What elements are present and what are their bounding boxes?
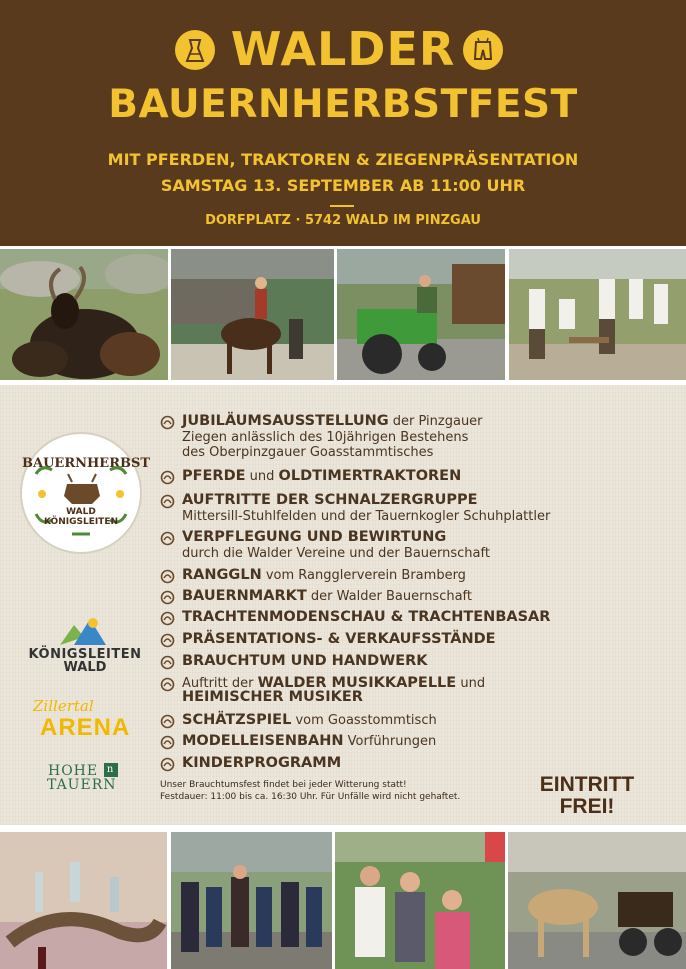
event-date: SAMSTAG 13. SEPTEMBER AB 11:00 UHR — [160, 176, 526, 195]
program-item-title: BAUERNMARKT — [182, 588, 307, 604]
zillertal-logo-script: Zillertal — [33, 697, 94, 715]
event-location: DORFPLATZ · 5742 WALD IM PINZGAU — [205, 213, 481, 228]
pretzel-icon — [160, 611, 175, 626]
program-item-title: PRÄSENTATIONS- & VERKAUFSSTÄNDE — [182, 631, 496, 647]
horse-rider-photo — [171, 249, 334, 380]
woodcraft-photo — [0, 832, 167, 969]
program-item-text: und — [245, 469, 279, 484]
program-item-text: der Pinzgauer — [388, 414, 483, 429]
zillertal-logo-arena: ARENA — [40, 714, 131, 741]
bauernherbst-logo — [20, 432, 151, 554]
event-title-line1: WALDER — [230, 22, 456, 76]
hohe-tauern-logo-line2: TAUERN — [47, 777, 117, 793]
pretzel-icon — [160, 494, 175, 509]
people-photo — [335, 832, 505, 969]
header-divider — [330, 205, 354, 207]
pretzel-icon — [160, 470, 175, 485]
pretzel-icon — [160, 677, 175, 692]
pretzel-icon — [160, 633, 175, 648]
program-item-text: vom Goasstommtisch — [291, 713, 437, 728]
program-item-title: AUFTRITTE DER SCHNALZERGRUPPE — [182, 492, 478, 508]
pretzel-icon — [160, 590, 175, 605]
pretzel-icon — [160, 757, 175, 772]
program-item-title: MODELLEISENBAHN — [182, 733, 344, 749]
goats-photo — [0, 249, 168, 380]
program-item-title: TRACHTENMODENSCHAU & TRACHTENBASAR — [182, 609, 551, 625]
bauernherbst-logo-text: BAUERNHERBST — [22, 456, 151, 471]
koenigsleiten-logo-line2: WALD — [63, 660, 107, 675]
tractor-photo — [337, 249, 505, 380]
horse-carriage-photo — [508, 832, 686, 969]
hohe-tauern-hohe: HOHE — [48, 763, 99, 779]
pretzel-icon — [160, 714, 175, 729]
program-item-title: BRAUCHTUM UND HANDWERK — [182, 653, 428, 669]
admission-line2: FREI! — [559, 795, 615, 818]
bauernherbst-logo-wald: WALD — [66, 507, 96, 517]
bauernherbst-logo-koenigsleiten: KÖNIGSLEITEN — [43, 517, 119, 527]
header-banner — [0, 0, 686, 246]
duration-note: Festdauer: 11:00 bis ca. 16:30 Uhr. Für Unfälle wird nicht gehaftet. — [160, 792, 461, 802]
program-item-title: RANGGLN — [182, 567, 262, 583]
program-item-title: SCHÄTZSPIEL — [182, 712, 292, 728]
koenigsleiten-logo-line1: KÖNIGSLEITEN — [28, 647, 142, 662]
program-item-text2: und — [456, 676, 486, 691]
program-item-text: vom Rangglerverein Bramberg — [261, 568, 466, 583]
event-subtitle: MIT PFERDEN, TRAKTOREN & ZIEGENPRÄSENTATION — [107, 150, 579, 169]
program-item-line3: des Oberpinzgauer Goasstammtisches — [182, 445, 434, 460]
program-item-title: PFERDE — [182, 468, 246, 484]
goat-icon — [22, 434, 151, 552]
event-title-line2: BAUERNHERBSTFEST — [108, 82, 578, 127]
band-photo — [171, 832, 332, 969]
program-item-text: Vorführungen — [343, 734, 437, 749]
program-item-line2: durch die Walder Vereine und der Bauernschaft — [182, 546, 490, 561]
pretzel-icon — [160, 531, 175, 546]
program-item-title: VERPFLEGUNG UND BEWIRTUNG — [182, 529, 447, 545]
pretzel-icon — [160, 735, 175, 750]
wrestling-photo — [509, 249, 686, 380]
program-item-title: KINDERPROGRAMM — [182, 755, 342, 771]
program-item-title: JUBILÄUMSAUSSTELLUNG — [182, 413, 389, 429]
hohe-tauern-badge-icon: n — [104, 763, 118, 777]
program-item-line2: HEIMISCHER MUSIKER — [182, 689, 363, 705]
program-item-title: WALDER MUSIKKAPELLE — [257, 675, 457, 691]
program-item-title2: OLDTIMERTRAKTOREN — [278, 468, 462, 484]
program-item-line2: Mittersill-Stuhlfelden und der Tauernkogler Schuhplattler — [182, 509, 551, 524]
admission-line1: EINTRITT — [539, 773, 635, 796]
pretzel-icon — [160, 655, 175, 670]
pretzel-icon — [160, 569, 175, 584]
pretzel-icon — [160, 415, 175, 430]
weather-note: Unser Brauchtumsfest findet bei jeder Witterung statt! — [160, 780, 407, 790]
mountain-icon — [60, 615, 110, 647]
program-item-text: der Walder Bauernschaft — [306, 589, 473, 604]
program-item-line2: Ziegen anlässlich des 10jährigen Bestehens — [182, 430, 469, 445]
program-item-text: Auftritt der — [182, 676, 258, 691]
